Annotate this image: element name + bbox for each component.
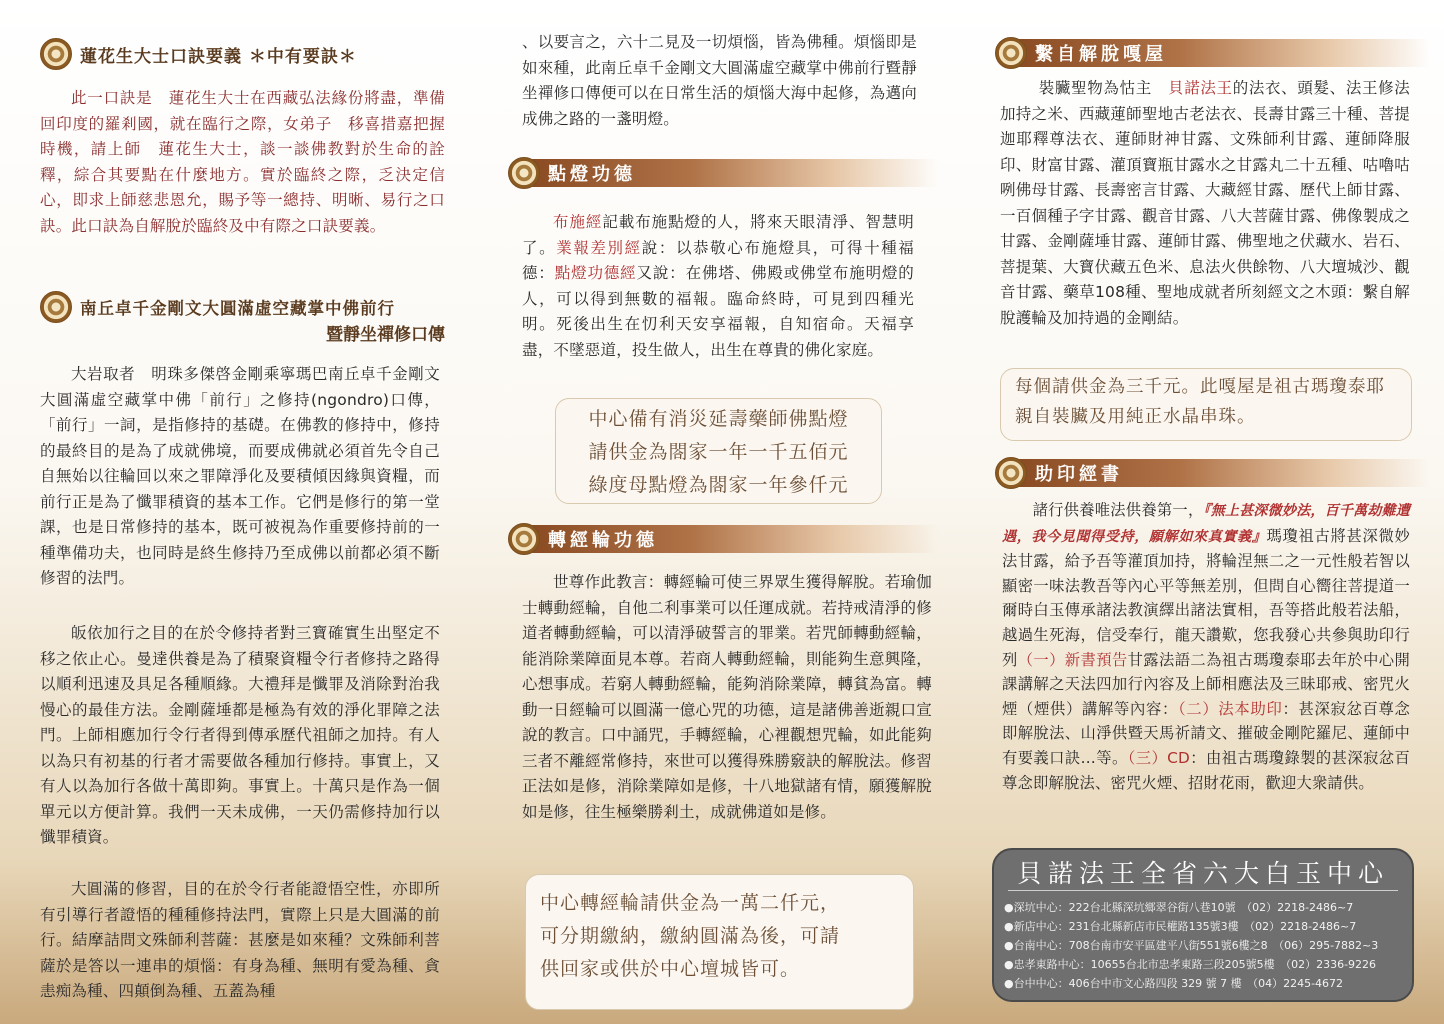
item-label: （三）CD <box>1127 748 1191 767</box>
text: 的法衣、頭髮、法王修法加持之米、西藏蓮師聖地古老法衣、長壽甘露三十種、菩提迦耶釋尊法衣、蓮師財神甘露、文殊師利甘露、蓮師降服印、財富甘露、灌頂寶瓶甘露水之甘露丸二十五種、咕嚕咕咧佛母甘露、長壽密言甘露、大藏經甘露、歷代上師甘露、一百個種子字甘露、觀音甘露、八大菩薩甘露、佛像製成之甘露、金剛薩埵甘露、蓮師甘露、佛聖地之伏藏水、岩石、菩提葉、大寶伏藏五色米、息法火供餘物、八大壇城沙、觀音甘露、藥草108種、聖地成就者所刻經文之木頭：繫自解脫護輪及加持過的金剛結。 <box>1000 79 1411 327</box>
text: 瑪瓊祖古將甚深微妙法甘露，給予吾等灌頂加持，將輪涅無二之一元性般若智以顯密一味法教吾等內心平等無差別，但問自心嚮往菩提道一爾時白玉傳承諸法教演繹出諸法實相，吾等搭此般若法船，越過生死海，信受奉行，龍天讚歎，您我發心共參與助印行列 <box>1002 526 1410 669</box>
dharma-wheel-icon <box>40 291 72 323</box>
center-address: ●台中中心：406台中市文心路四段 329 號 7 樓 （04）2245-4672 <box>1004 977 1344 990</box>
divider <box>1008 890 1398 891</box>
text: 說：以恭敬心布施燈具，可得十種福德： <box>522 238 915 282</box>
paragraph: 大岩取者 明珠多傑啓金剛乘寧瑪巴南丘卓千金剛文大圓滿虛空藏掌中佛「前行」之修持(ngondro)口傳，「前行」一詞，是指修持的基礎。在佛教的修持中，修持的最終目的是為了成就佛境，而要成佛就必須首先令自己自無始以往輪回以來之罪障淨化及要積傾因緣與資糧，而前行正是為了懺罪積資的基本工作。它們是修行的第一堂課，也是日常修持的基本，既可被視為作重要修持前的一種準備功夫，也同時是終生修持乃至成佛以前都必須不斷修習的法門。 <box>40 365 440 587</box>
dharma-wheel-icon <box>995 457 1027 489</box>
text: 又說：在佛塔、佛殿或佛堂布施明燈的人，可以得到無數的福報。臨命終時，可見到四種光明。死後出生在忉利天安享福報，自知宿命。天福享盡，不墜惡道，投生做人，出生在尊貴的佛化家庭。 <box>522 264 915 359</box>
paragraph <box>1000 76 1410 331</box>
text: 甘露法語二為祖古瑪瓊泰耶去年於中心開課講解之天法四加行內容及上師相應法及三昧耶戒、密咒火煙（煙供）講解等內容： <box>1002 650 1410 718</box>
paragraph <box>522 210 914 363</box>
offering-box-gau <box>1000 368 1412 441</box>
box-line: 綠度母點燈為閤家一年參仟元 <box>588 474 849 496</box>
paragraph: 、以要言之，六十二見及一切煩惱，皆為佛種。煩惱即是如來種，此南丘卓千金剛文大圓滿虛空藏掌中佛前行暨靜坐禪修口傳便可以在日常生活的煩惱大海中起修，為邁向成佛之路的一盞明燈。 <box>522 33 917 128</box>
centers-title: 貝諾法王全省六大白玉中心 <box>1016 859 1389 888</box>
sutra-name: 業報差別經 <box>556 238 642 257</box>
box-line: 親自裝臟及用純正水晶串珠。 <box>1015 407 1256 427</box>
center-address: ●台南中心：708台南市安平區建平八街551號6樓之8 （06）295-7882~3 <box>1004 939 1379 952</box>
highlight-name: 貝諾法王 <box>1168 79 1233 97</box>
section-header-lotus <box>40 37 357 71</box>
box-line: 請供金為閤家一年一千五佰元 <box>588 441 849 463</box>
quote: 『無上甚深微妙法，百千萬劫難遭遇，我今見聞得受持，願解如來真實義』 <box>1002 503 1411 545</box>
text: 記載布施點燈的人，將來天眼清淨、智慧明了。 <box>522 213 914 257</box>
box-line: 每個請供金為三千元。此嘎屋是祖古瑪瓊泰耶 <box>1015 377 1385 397</box>
paragraph: 大圓滿的修習，目的在於令行者能證悟空性，亦即所有引導行者證悟的種種修持法門，實際上只是大圓滿的前行。結摩詰問文殊師利菩薩：甚麼是如來種？文殊師利菩薩於是答以一連串的煩惱：有身為種、無明有愛為種、貪恚痴為種、四顛倒為種、五蓋為種 <box>40 880 440 1000</box>
text: ：由祖古瑪瓊錄製的甚深寂忿百尊念即解脫法、密咒火煙、招財花雨，歡迎大衆請供。 <box>1002 748 1410 792</box>
center-address: ●忠孝東路中心：10655台北市忠孝東路三段205號5樓 （02）2336-9226 <box>1004 958 1377 971</box>
dharma-wheel-icon <box>40 38 72 70</box>
centers-panel <box>992 848 1414 1002</box>
section-title: 繫自解脫嘎屋 <box>1017 39 1430 67</box>
section-header-gau <box>995 36 1430 70</box>
box-line: 中心轉經輪請供金為一萬二仟元， <box>540 892 841 914</box>
sutra-name: 點燈功德經 <box>554 264 637 282</box>
text: ：甚深寂忿百尊念即解脫法、山淨供暨天馬祈請文、摧破金剛陀羅尼、蓮師中有要義口訣…等。 <box>1002 699 1410 767</box>
sutra-name: 布施經 <box>553 213 603 231</box>
section-title: 轉經輪功德 <box>530 525 938 553</box>
paragraph: 世尊作此教言：轉經輪可使三界眾生獲得解脫。若瑜伽士轉動經輪，自他二利事業可以任運成就。若持戒清淨的修道者轉動經輪，可以清淨破誓言的罪業。若咒師轉動經輪，能消除業障面見本尊。若商人轉動經輪，則能夠生意興隆，心想事成。若窮人轉動經輪，能夠消除業障，轉貧為富。轉動一日經輪可以圓滿一億心咒的功德，這是諸佛善逝親口宣說的教言。口中誦咒，手轉經輪，心裡觀想咒輪，如此能夠三者不離經常修持，來世可以獲得殊勝竅訣的解脫法。修習正法如是修，消除業障如是修，十八地獄諸有情，願獲解脫如是修，往生極樂勝剎土，成就佛道如是修。 <box>522 573 932 821</box>
section-header-prayer-wheel <box>508 522 938 556</box>
section-title: 蓮花生大士口訣要義 ＊中有要訣＊ <box>80 46 357 67</box>
section-header-ngondro <box>40 290 395 324</box>
offering-box-lamp <box>555 398 882 504</box>
dharma-wheel-icon <box>508 523 540 555</box>
box-line: 中心備有消災延壽藥師佛點燈 <box>588 408 849 430</box>
section-title: 助印經書 <box>1017 459 1430 487</box>
section-header-print <box>995 456 1430 490</box>
dharma-wheel-icon <box>995 37 1027 69</box>
item-label: （二）法本助印 <box>1178 699 1283 718</box>
center-address: ●新店中心：231台北縣新店市民權路135號3樓 （02）2218-2486~7 <box>1004 920 1357 933</box>
offering-box-prayer-wheel <box>525 874 914 1010</box>
text: 裝臟聖物為怙主 <box>1038 79 1169 97</box>
section-title: 點燈功德 <box>530 159 938 187</box>
item-label: （一）新書預告 <box>1017 650 1128 669</box>
section-header-lamp <box>508 156 938 190</box>
section-title: 南丘卓千金剛文大圓滿虛空藏掌中佛前行 <box>80 299 395 318</box>
center-address: ●深坑中心：222台北縣深坑鄉翠谷街八巷10號 （02）2218-2486~7 <box>1004 901 1354 914</box>
section-subtitle: 暨靜坐禪修口傳 <box>326 325 445 345</box>
paragraph: 皈依加行之目的在於令修持者對三寶確實生出堅定不移之依止心。曼達供養是為了積聚資糧令行者修持之路得以順利迅速及具足各種順緣。大禮拜是懺罪及消除對治我慢心的最佳方法。金剛薩埵都是極為有效的淨化罪障之法門。上師相應加行令行者得到傳承歷代祖師之加持。有人以為只有初基的行者才需要做各種加行修持。事實上，又有人以為加行各做十萬即夠。事實上。十萬只是作為一個單元以方便計算。我們一天未成佛，一天仍需修持加行以懺罪積資。 <box>40 624 440 846</box>
box-line: 可分期繳納，繳納圓滿為後，可請 <box>540 925 841 947</box>
paragraph <box>1002 498 1410 795</box>
paragraph: 此一口訣是 蓮花生大士在西藏弘法緣份將盡，準備回印度的羅剎國，就在臨行之際，女弟子 移喜措嘉把握時機，請上師 蓮花生大士，談一談佛教對於生命的詮釋，綜合其要點在什麼地方。實於臨終之際，乏決定信心，即求上師慈悲恩允，賜予等一總持、明晰、易行之口訣。此口訣為自解脫於臨終及中有際之口訣要義。 <box>40 89 445 235</box>
box-line: 供回家或供於中心壇城皆可。 <box>540 958 801 980</box>
text: 諸行供養唯法供養第一， <box>1032 501 1204 519</box>
dharma-wheel-icon <box>508 157 540 189</box>
